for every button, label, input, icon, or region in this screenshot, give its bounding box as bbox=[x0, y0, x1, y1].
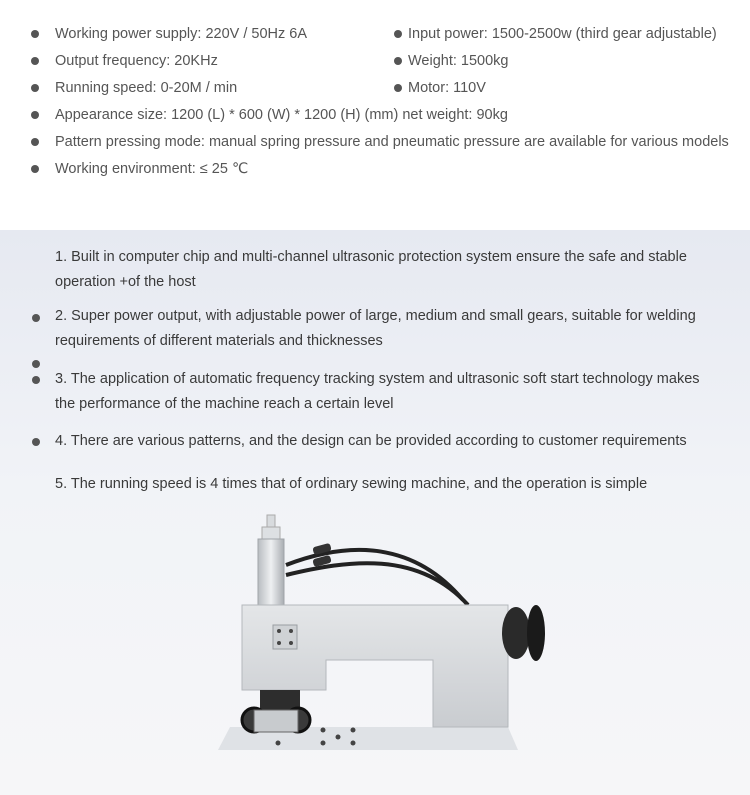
hand-wheel bbox=[502, 607, 530, 659]
bullet-icon bbox=[31, 165, 39, 173]
spec-text: Running speed: 0-20M / min bbox=[55, 80, 238, 96]
feature-item-3 bbox=[55, 367, 725, 417]
feature-text-line: 3. The application of automatic frequency tracking system and ultrasonic soft start technology makes bbox=[55, 371, 700, 387]
cable bbox=[286, 550, 463, 600]
spec-text: Pattern pressing mode: manual spring pressure and pneumatic pressure are available for various models bbox=[55, 134, 729, 150]
roller bbox=[254, 710, 298, 732]
bullet-icon bbox=[31, 30, 39, 38]
bullet-icon bbox=[32, 314, 40, 322]
spec-output-frequency bbox=[55, 52, 218, 70]
control-panel bbox=[273, 625, 297, 649]
feature-text-line: the performance of the machine reach a certain level bbox=[55, 396, 394, 412]
feature-text-line: 4. There are various patterns, and the design can be provided according to customer requirements bbox=[55, 433, 687, 449]
spec-input-power bbox=[408, 25, 717, 43]
feature-text-line: 5. The running speed is 4 times that of ordinary sewing machine, and the operation is simple bbox=[55, 476, 648, 492]
ultrasonic-machine-image bbox=[218, 505, 552, 760]
bullet-icon bbox=[31, 84, 39, 92]
bullet-icon bbox=[31, 57, 39, 65]
spec-text: Working power supply: 220V / 50Hz 6A bbox=[55, 26, 308, 42]
feature-text-line: 2. Super power output, with adjustable power of large, medium and small gears, suitable for welding bbox=[55, 308, 696, 324]
spec-weight bbox=[408, 52, 509, 70]
feature-text-line: operation +of the host bbox=[55, 274, 196, 290]
bullet-icon bbox=[394, 84, 402, 92]
bullet-icon bbox=[32, 360, 40, 368]
spec-working-power-supply bbox=[55, 25, 307, 43]
bullet-icon bbox=[31, 138, 39, 146]
cable bbox=[286, 563, 468, 605]
spec-motor bbox=[408, 79, 486, 97]
bullet-icon bbox=[32, 438, 40, 446]
feature-item-4 bbox=[55, 429, 725, 454]
spec-appearance-size bbox=[55, 106, 508, 124]
feature-item-2 bbox=[55, 304, 725, 354]
spec-text: Input power: 1500-2500w (third gear adjustable) bbox=[408, 26, 717, 42]
specifications-section bbox=[0, 0, 750, 230]
feature-text-line: requirements of different materials and thicknesses bbox=[55, 333, 383, 349]
spec-text: Motor: 110V bbox=[408, 80, 486, 96]
bullet-icon bbox=[394, 57, 402, 65]
bullet-icon bbox=[31, 111, 39, 119]
transducer-cylinder bbox=[258, 539, 284, 607]
spec-text: Appearance size: 1200 (L) * 600 (W) * 1200 (H) (mm) net weight: 90kg bbox=[55, 107, 508, 123]
spec-text: Weight: 1500kg bbox=[408, 53, 509, 69]
spec-working-environment bbox=[55, 160, 248, 178]
feature-text-line: 1. Built in computer chip and multi-channel ultrasonic protection system ensure the safe and stable bbox=[55, 249, 687, 265]
feature-item-5 bbox=[55, 472, 725, 497]
spec-text: Output frequency: 20KHz bbox=[55, 53, 218, 69]
bullet-icon bbox=[394, 30, 402, 38]
bullet-icon bbox=[32, 376, 40, 384]
hand-wheel-rim bbox=[527, 605, 545, 661]
spec-running-speed bbox=[55, 79, 237, 97]
feature-item-1 bbox=[55, 245, 725, 295]
spec-pattern-pressing-mode bbox=[55, 133, 729, 151]
spec-text: Working environment: ≤ 25 ℃ bbox=[55, 161, 249, 177]
